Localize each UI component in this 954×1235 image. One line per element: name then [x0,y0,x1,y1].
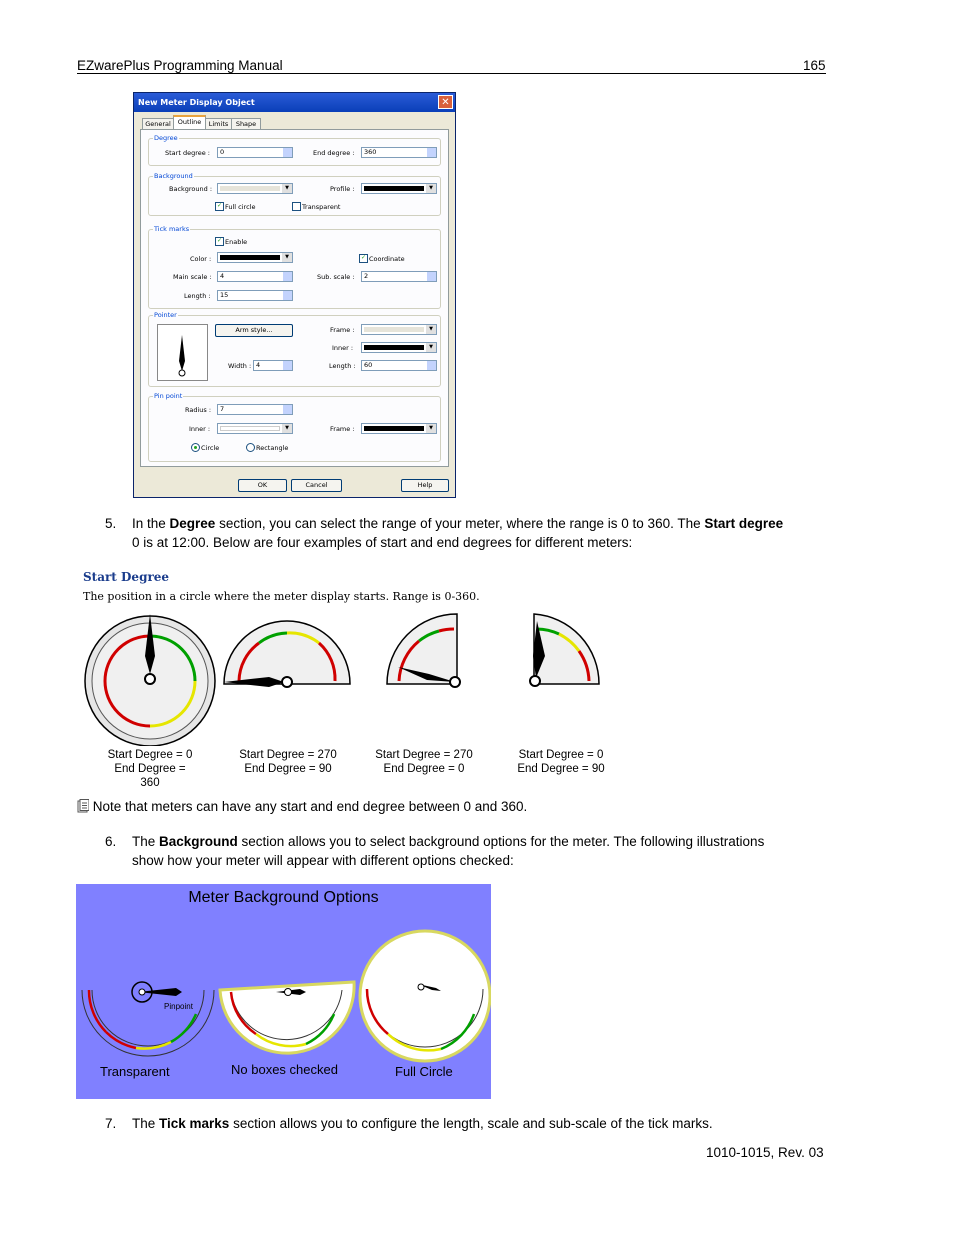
meter-quarter-right [530,614,599,686]
full-circle-meter [360,931,490,1061]
chevron-down-icon: ▼ [426,325,436,334]
meter-2-start: Start Degree = 270 [239,749,337,761]
pin-inner-label: Inner : [189,425,211,433]
pointer-length-input[interactable]: 60 [361,360,437,371]
step5-text [132,514,832,552]
start-degree-figure [79,566,619,789]
end-degree-input[interactable]: 360 [361,147,437,158]
tick-enable-checkbox[interactable]: ✓ [216,237,223,244]
meter-3-caption [373,748,475,776]
fig1-title: Start Degree [83,570,170,584]
background-group [148,172,441,216]
page-number: 165 [803,58,826,73]
pin-frame-select[interactable] [361,423,437,434]
dialog-titlebar [134,93,455,112]
note-icon [77,799,89,813]
pointer-frame-select[interactable] [361,324,437,335]
no-boxes-caption: No boxes checked [231,1062,338,1077]
start-degree-input[interactable]: 0 [217,147,293,158]
transparent-caption: Transparent [100,1064,170,1079]
meter-half-circle [224,621,350,687]
arm-style-button[interactable]: Arm style... [215,324,293,337]
profile-color-select[interactable] [361,183,437,194]
step6-bold-background: Background [159,834,238,849]
ok-button[interactable]: OK [238,479,287,492]
background-options-figure [76,884,491,1099]
pinpoint-group-title: Pin point [154,392,183,400]
coordinate-label: Coordinate [369,255,405,263]
pointer-inner-label: Inner : [332,344,354,352]
pin-radius-label: Radius : [185,406,212,414]
fig2-title: Meter Background Options [188,889,379,906]
step5-bold-degree: Degree [169,516,216,531]
rectangle-radio[interactable] [246,443,255,452]
step5-text-1: In the [132,516,170,531]
meter-dialog [133,92,456,498]
step7-text [132,1114,832,1133]
meter-3-end: End Degree = 0 [383,763,465,775]
chevron-down-icon: ▼ [426,184,436,193]
meter-1-end: End Degree = 360 [114,763,186,789]
outline-panel [140,129,449,467]
sub-scale-input[interactable]: 2 [361,271,437,282]
footer-doc-id: 1010-1015, Rev. 03 [706,1145,824,1160]
step5-text-3: 0 is at 12:00. Below are four examples of start and end degrees for different meters: [132,535,633,550]
full-circle-label: Full circle [225,203,256,211]
profile-swatch [364,186,424,191]
pin-inner-select[interactable] [217,423,293,434]
background-label: Background : [169,185,213,193]
header-rule [77,73,826,74]
pin-inner-swatch [220,426,280,431]
tick-length-input[interactable]: 15 [217,290,293,301]
step7-text-2: section allows you to configure the length, scale and sub-scale of the tick marks. [229,1116,713,1131]
pointer-width-label: Width : [228,362,252,370]
tick-length-label: Length : [184,292,211,300]
chevron-down-icon: ▼ [426,424,436,433]
step5-text-2: section, you can select the range of your meter, where the range is 0 to 360. The [215,516,705,531]
step7-bold-tick-marks: Tick marks [159,1116,230,1131]
meter-4-start: Start Degree = 0 [518,749,604,761]
background-swatch [220,186,280,191]
tick-marks-group-title: Tick marks [154,225,190,233]
start-degree-label: Start degree : [165,149,210,157]
pinpoint-group [148,392,441,462]
no-boxes-meter [220,982,354,1053]
note-text: Note that meters can have any start and end degree between 0 and 360. [92,799,528,814]
background-color-select[interactable] [217,183,293,194]
degree-group [148,134,441,166]
full-circle-caption: Full Circle [395,1064,453,1079]
tab-shape[interactable]: Shape [231,118,261,130]
step6-text-2: section allows you to select background options for the meter. The following illustrations [237,834,765,849]
tick-marks-group [148,225,441,309]
pointer-inner-swatch [364,345,424,350]
pointer-frame-swatch [364,327,424,332]
tick-color-label: Color : [190,255,212,263]
pointer-group-title: Pointer [154,311,177,319]
chevron-down-icon: ▼ [282,253,292,262]
meter-1-start: Start Degree = 0 [107,749,193,761]
pin-frame-swatch [364,426,424,431]
meter-4-end: End Degree = 90 [517,763,605,775]
meter-2-caption [237,748,339,776]
meter-2-end: End Degree = 90 [244,763,332,775]
header-title: EZwarePlus Programming Manual [77,58,283,73]
help-button[interactable]: Help [401,479,449,492]
step6-text-3: show how your meter will appear with different options checked: [132,853,514,868]
circle-radio[interactable] [191,443,200,452]
pointer-group [148,311,441,387]
step6-text [132,832,832,870]
pin-radius-input[interactable]: 7 [217,404,293,415]
main-scale-input[interactable]: 4 [217,271,293,282]
meter-4-caption [513,748,609,776]
end-degree-label: End degree : [313,149,355,157]
step6-text-1: The [132,834,160,849]
transparent-meter [82,982,214,1056]
meter-quarter-left [387,614,460,687]
coordinate-checkbox[interactable]: ✓ [360,254,367,261]
step5-bold-start-degree: Start degree [704,516,784,531]
pin-frame-label: Frame : [330,425,355,433]
pointer-preview [157,324,208,381]
chevron-down-icon: ▼ [426,343,436,352]
pointer-needle-icon [158,325,207,380]
transparent-label: Transparent [302,203,341,211]
fig1-meters [79,606,619,746]
tick-color-select[interactable] [217,252,293,263]
tab-general[interactable]: General [142,118,174,130]
cancel-button[interactable]: Cancel [291,479,342,492]
step7-text-1: The [132,1116,160,1131]
chevron-down-icon: ▼ [282,184,292,193]
circle-radio-label: Circle [201,444,220,452]
background-group-title: Background [154,172,193,180]
sub-scale-label: Sub. scale : [317,273,355,281]
meter-1-caption [105,748,195,790]
pointer-frame-label: Frame : [330,326,355,334]
step7-number: 7. [105,1116,117,1131]
full-circle-checkbox[interactable]: ✓ [216,202,223,209]
pointer-length-label: Length : [329,362,356,370]
chevron-down-icon: ▼ [282,424,292,433]
step5-number: 5. [105,516,117,531]
rectangle-radio-label: Rectangle [256,444,289,452]
step6-number: 6. [105,834,117,849]
fig1-subtitle: The position in a circle where the meter display starts. Range is 0-360. [83,590,480,603]
close-icon[interactable]: ✕ [438,95,453,109]
main-scale-label: Main scale : [173,273,212,281]
dialog-title: New Meter Display Object [138,98,255,107]
note-line [77,797,527,816]
profile-label: Profile : [330,185,355,193]
meter-3-start: Start Degree = 270 [375,749,473,761]
meter-full-circle [85,614,215,746]
tab-limits[interactable]: Limits [205,118,232,130]
tab-outline[interactable]: Outline [173,115,206,131]
transparent-checkbox[interactable] [292,202,301,211]
tick-color-swatch [220,255,280,260]
pinpoint-annotation: Pinpoint [164,1002,193,1011]
pointer-width-select[interactable]: 4 [253,360,293,371]
degree-group-title: Degree [154,134,178,142]
tick-enable-label: Enable [225,238,248,246]
pointer-inner-select[interactable] [361,342,437,353]
